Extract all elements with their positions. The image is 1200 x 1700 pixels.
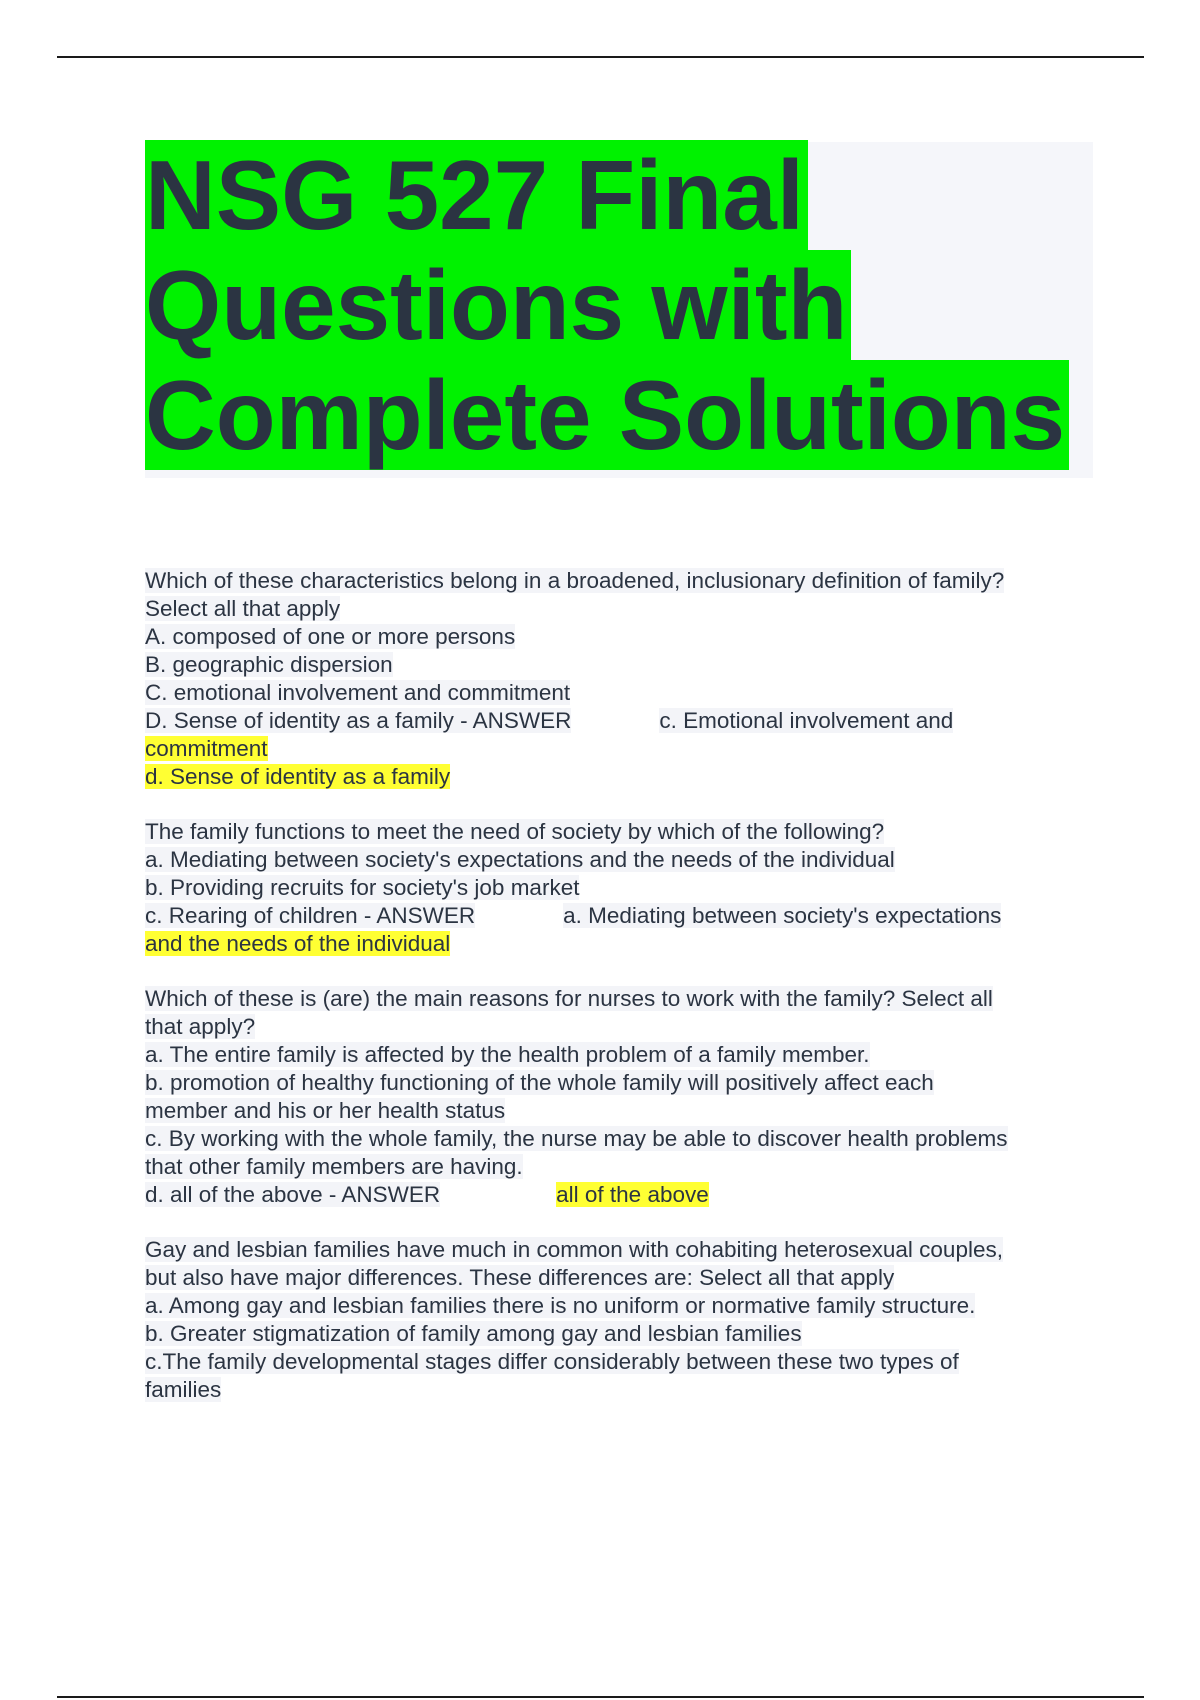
- question-3: [145, 985, 1075, 1209]
- question-stem: that apply?: [145, 1014, 256, 1039]
- answer-highlight: d. Sense of identity as a family: [145, 764, 451, 789]
- answer-option: that other family members are having.: [145, 1154, 523, 1179]
- answer-option: c. By working with the whole family, the nurse may be able to discover health problems: [145, 1126, 1008, 1151]
- question-4: [145, 1236, 1075, 1404]
- bottom-rule: [57, 1696, 1144, 1698]
- question-stem: Which of these characteristics belong in a broadened, inclusionary definition of family?: [145, 568, 1005, 593]
- answer-option: B. geographic dispersion: [145, 652, 393, 677]
- answer-highlight: commitment: [145, 736, 268, 761]
- question-stem: but also have major differences. These differences are: Select all that apply: [145, 1265, 895, 1290]
- answer-option: b. promotion of healthy functioning of the whole family will positively affect each: [145, 1070, 934, 1095]
- answer-text: c. Emotional involvement and: [659, 708, 954, 733]
- questions-content: [145, 567, 1075, 1404]
- question-stem: Select all that apply: [145, 596, 341, 621]
- answer-option: d. all of the above - ANSWER all of the above: [145, 1182, 709, 1207]
- answer-highlight: all of the above: [556, 1182, 709, 1207]
- answer-option: member and his or her health status: [145, 1098, 506, 1123]
- answer-option: c. Rearing of children - ANSWER a. Mediating between society's expectations: [145, 903, 1002, 928]
- answer-option: b. Providing recruits for society's job market: [145, 875, 580, 900]
- answer-option: families: [145, 1377, 222, 1402]
- question-stem: The family functions to meet the need of society by which of the following?: [145, 819, 885, 844]
- question-2: [145, 818, 1075, 958]
- answer-option: b. Greater stigmatization of family among gay and lesbian families: [145, 1321, 802, 1346]
- answer-option: a. Mediating between society's expectations and the needs of the individual: [145, 847, 895, 872]
- answer-option: a. Among gay and lesbian families there is no uniform or normative family structure.: [145, 1293, 976, 1318]
- top-rule: [57, 56, 1144, 58]
- answer-option: C. emotional involvement and commitment: [145, 680, 571, 705]
- document-title-line-2: Questions with: [145, 250, 851, 360]
- answer-highlight: and the needs of the individual: [145, 931, 451, 956]
- answer-option: c.The family developmental stages differ considerably between these two types of: [145, 1349, 959, 1374]
- question-stem: Gay and lesbian families have much in common with cohabiting heterosexual couples,: [145, 1237, 1003, 1262]
- document-title-line-1: NSG 527 Final: [145, 140, 808, 250]
- question-stem: Which of these is (are) the main reasons for nurses to work with the family? Select all: [145, 986, 993, 1011]
- answer-option: A. composed of one or more persons: [145, 624, 516, 649]
- answer-text: a. Mediating between society's expectations: [563, 903, 1002, 928]
- answer-option: a. The entire family is affected by the health problem of a family member.: [145, 1042, 870, 1067]
- answer-option: D. Sense of identity as a family - ANSWER c. Emotional involvement and: [145, 708, 954, 733]
- document-title-line-3: Complete Solutions: [145, 360, 1069, 470]
- question-1: [145, 567, 1075, 791]
